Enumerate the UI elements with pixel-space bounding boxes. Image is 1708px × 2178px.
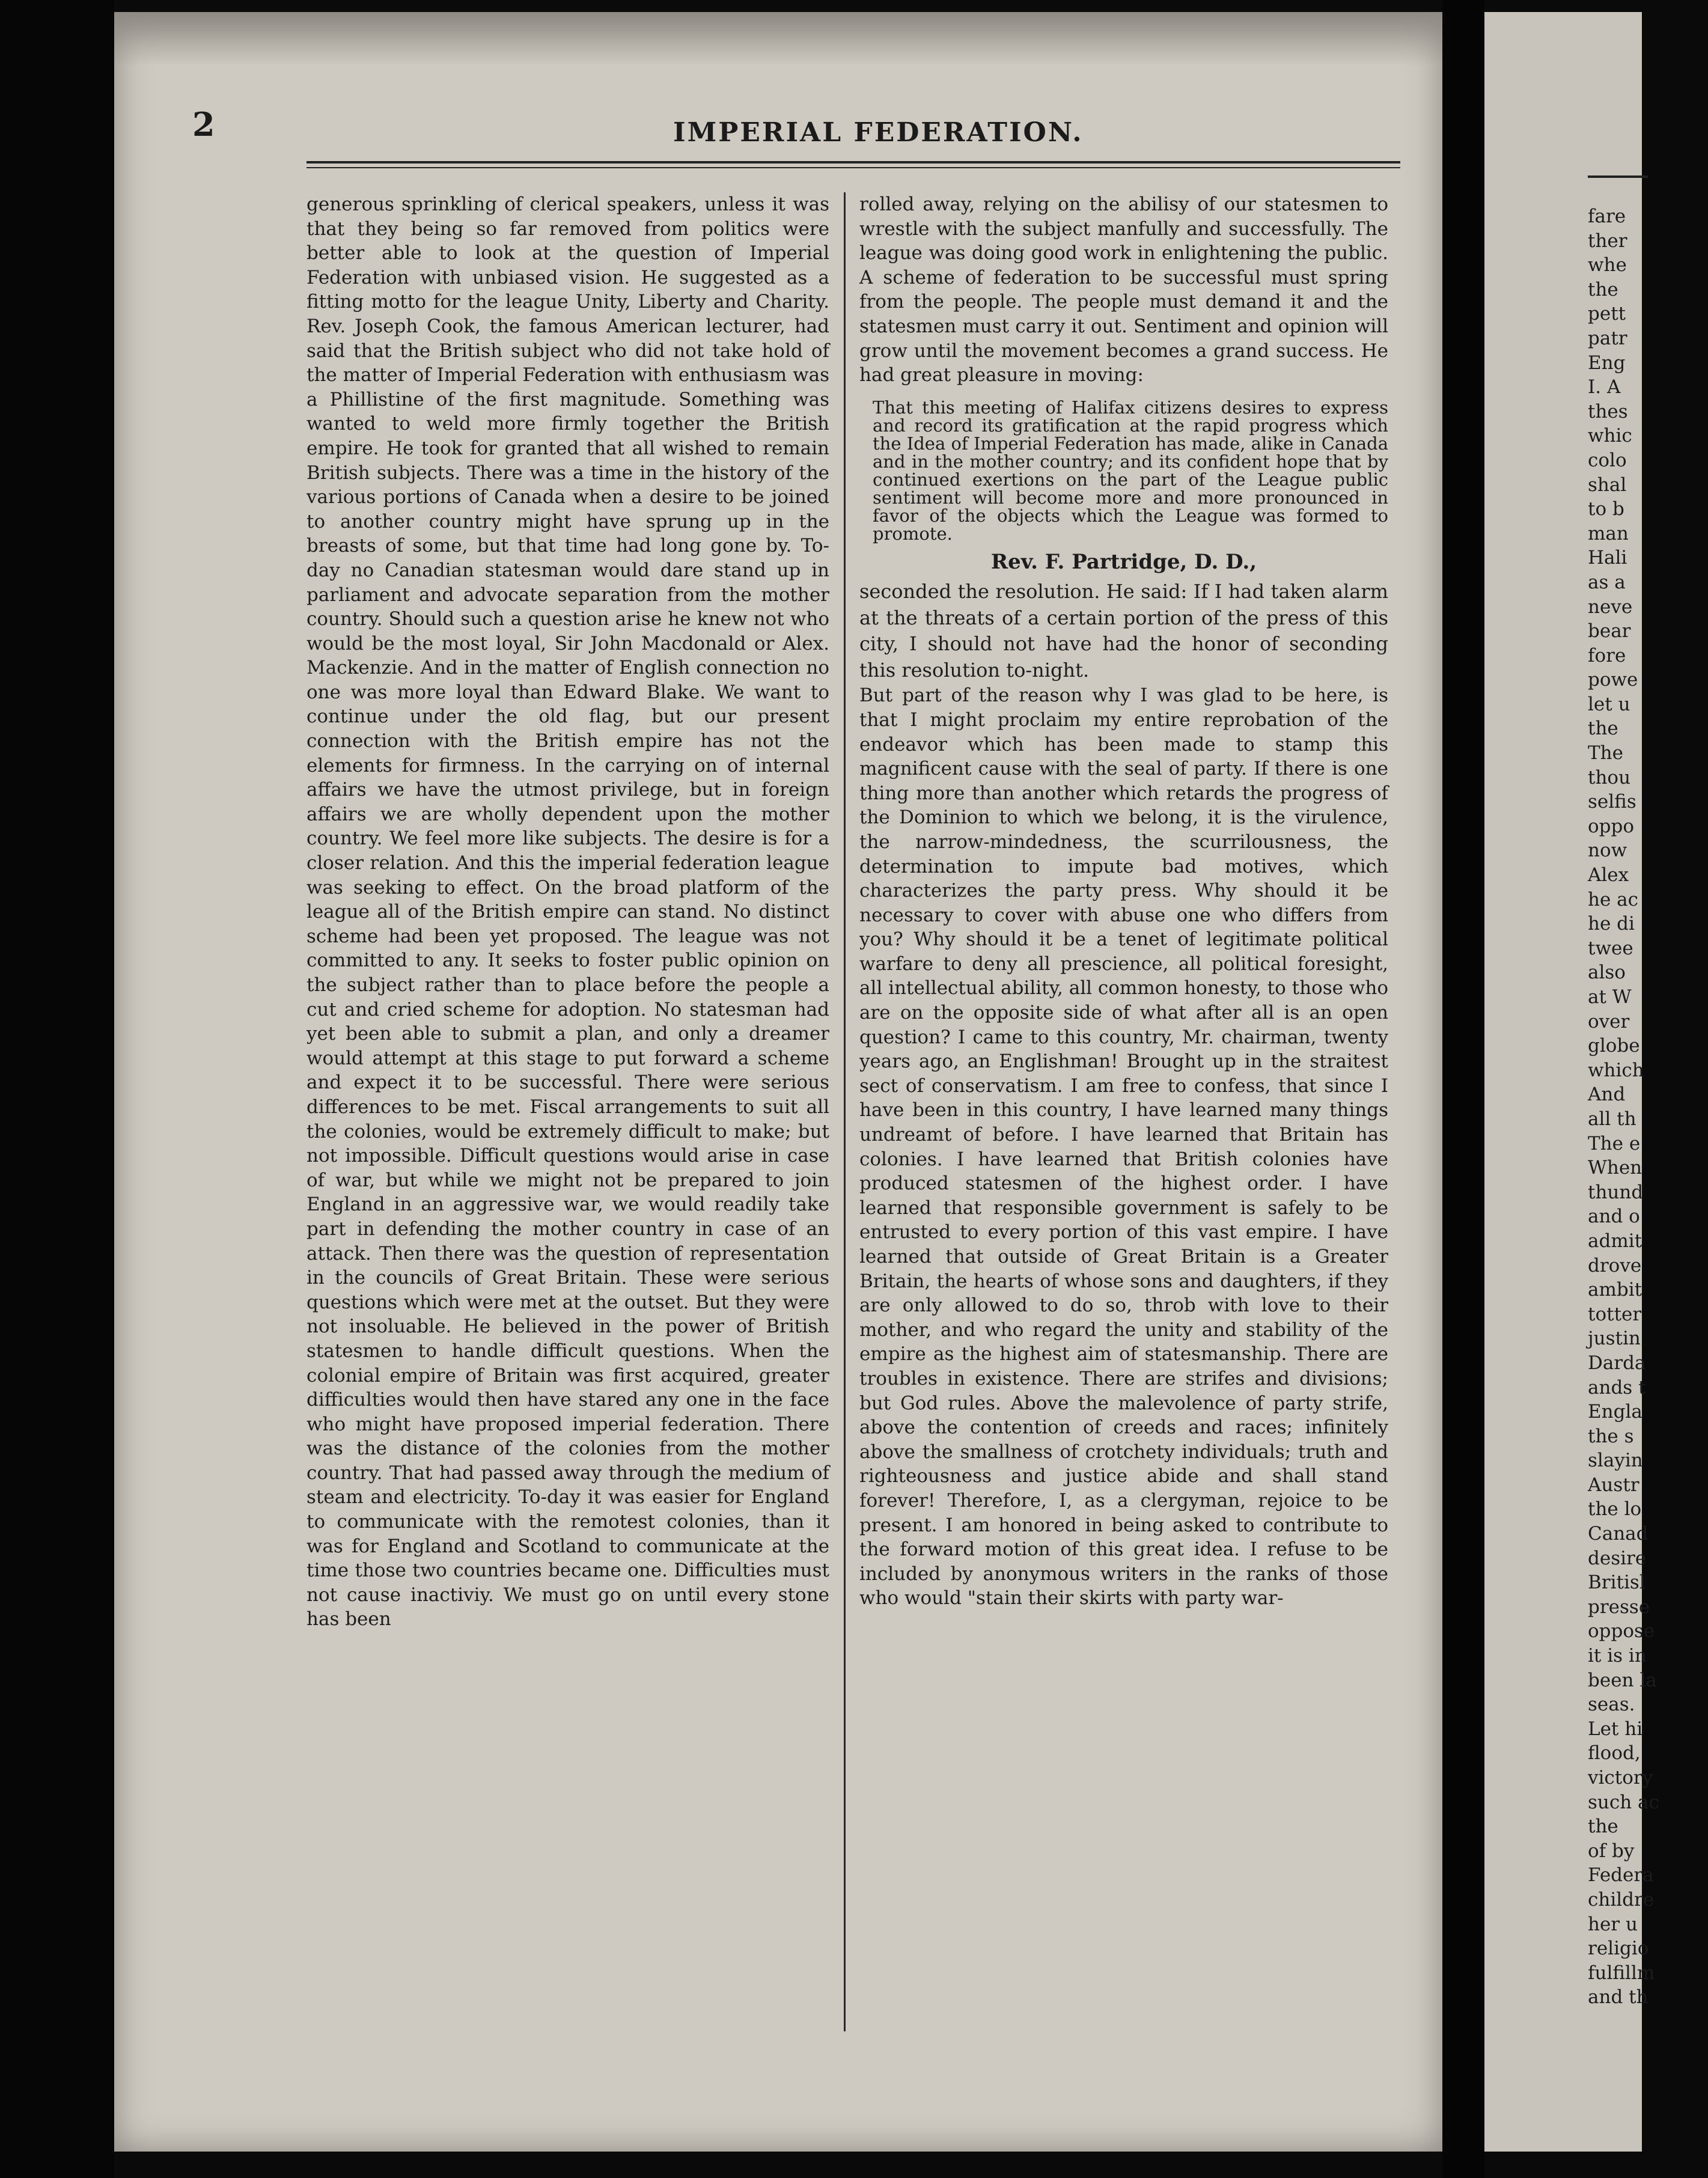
adjacent-page-line: the lo [1588,1498,1642,1521]
adjacent-page-line: man [1588,522,1629,544]
adjacent-page-line: The e [1588,1132,1641,1155]
adjacent-page-line: the [1588,1816,1618,1838]
adjacent-page-line: such ac [1588,1791,1659,1813]
adjacent-page-line: Britisl [1588,1572,1645,1594]
adjacent-page-line: to b [1588,498,1624,520]
adjacent-page-line: the [1588,718,1618,740]
adjacent-page-rule [1588,175,1648,178]
adjacent-page-line: Austr [1588,1474,1639,1496]
adjacent-page-line: fare [1588,206,1626,227]
adjacent-page-fragment [1484,12,1659,2152]
adjacent-page-line: been la [1588,1669,1657,1691]
adjacent-page-line: childre [1588,1888,1655,1911]
adjacent-page-line: over [1588,1010,1630,1033]
adjacent-page-line: totter [1588,1303,1642,1325]
adjacent-page-line: desire [1588,1547,1647,1569]
adjacent-page-line: slayin [1588,1450,1643,1472]
resolution-text: That this meeting of Halifax citizens desires to express and record its gratification at the rapid progress which the Idea of Imperial Federation has made, alike in Canada and in the mother country; and its confident hope that by continued exertions on the part of the League public sentiment will become more and more pronounced in favor of the objects which the League was formed to promote. [873,397,1388,544]
adjacent-page-line: And [1588,1084,1626,1106]
adjacent-page-line: Alex [1588,864,1629,886]
adjacent-page-line: Eng [1588,352,1626,374]
adjacent-page-line: globe [1588,1035,1640,1057]
article-column-2 [859,192,1388,2043]
adjacent-page-line: he di [1588,913,1635,935]
adjacent-page-line: colo [1588,449,1627,471]
adjacent-page-line: admit [1588,1230,1642,1252]
adjacent-page-line: powe [1588,669,1638,691]
adjacent-page-line: it is in [1588,1645,1647,1667]
adjacent-page-line: selfis [1588,791,1636,813]
column-divider [844,192,846,2031]
page-edge-stain [114,12,1442,66]
adjacent-page-line: which [1588,1059,1644,1081]
adjacent-page-line: Hali [1588,547,1627,569]
adjacent-page-line: drove [1588,1254,1642,1277]
header-rule-top [307,161,1400,163]
adjacent-page-line: Darda [1588,1352,1646,1374]
running-head: IMPERIAL FEDERATION. [673,117,1084,148]
adjacent-page-line: Federa [1588,1864,1654,1887]
adjacent-page-line: at W [1588,986,1632,1008]
adjacent-page-line: patr [1588,327,1627,349]
adjacent-page-line: he ac [1588,888,1639,911]
article-column-1 [307,192,829,2043]
adjacent-page-line: seas. [1588,1694,1635,1716]
adjacent-page-line: victory [1588,1767,1653,1789]
adjacent-page-line: whe [1588,254,1627,276]
adjacent-page-line: also [1588,962,1626,984]
adjacent-page-line: Let hi [1588,1718,1643,1740]
binding-gutter [1442,0,1484,2178]
adjacent-page-line: When [1588,1157,1642,1179]
adjacent-page-line: and th [1588,1986,1649,2009]
speaker-heading: Rev. F. Partridge, D. D., [990,549,1257,574]
adjacent-page-line: justin [1588,1328,1641,1350]
adjacent-page-line: pett [1588,303,1626,325]
adjacent-page-line: of by [1588,1840,1635,1862]
adjacent-page-line: bear [1588,620,1631,642]
adjacent-page-line: the [1588,278,1618,300]
adjacent-page-line: thou [1588,766,1631,789]
adjacent-page-line: ambit [1588,1279,1642,1301]
adjacent-page-line: flood, [1588,1742,1641,1765]
adjacent-page-line: and o [1588,1206,1640,1228]
adjacent-page-line: religio [1588,1938,1649,1960]
adjacent-page-line: neve [1588,596,1633,618]
adjacent-page-line: let u [1588,693,1630,715]
column-1-text: generous sprinkling of clerical speakers, unless it was that they being so far removed from politics were better able to look at the question of Imperial Federation with unbiased vision. He suggested as a fitting motto for the league Unity, Liberty and Charity. Rev. Joseph Cook, the famous American lecturer, had said that the British subject who did not take hold of the matter of Imperial Federation with enthusiasm was a Phillistine of the first magnitude. Something was wanted to weld more firmly together the British empire. He took for granted that all wished to remain British subjects. There was a time in the history of the various portions of Canada when a desire to be joined to another country might have sprung up in the breasts of some, but that time had long gone by. To-day no Canadian statesman would dare stand up in parliament and advocate separation from the mother country. Should such a question arise he knew not who would be the most loyal, Sir John Macdonald or Alex. Mackenzie. And in the matter of English connection no one was more loyal than Edward Blake. We want to continue under the old flag, but our present connection with the British empire has not the elements for firmness. In the carrying on of internal affairs we have the utmost privilege, but in foreign affairs we are wholly dependent upon the mother country. We feel more like subjects. The desire is for a closer relation. And this the imperial federation league was seeking to effect. On the broad platform of the league all of the British empire can stand. No distinct scheme had been yet proposed. The league was not committed to any. It seeks to foster public opinion on the subject rather than to place before the people a cut and cried scheme for adoption. No statesman had yet been able to submit a plan, and only a dreamer would attempt at this stage to put forward a scheme and expect it to be successful. There were serious differences to be met. Fiscal arrangements to suit all the colonies, would be extremely difficult to make; but not impossible. Difficult questions would arise in case of war, but while we might not be prepared to join England in an aggressive war, we would readily take part in defending the mother country in case of an attack. Then there was the question of representation in the councils of Great Britain. These were serious questions which were met at the outset. But they were not insoluable. He believed in the power of British statesmen to handle difficult questions. When the colonial empire of Britain was first acquired, greater difficulties would then have stared any one in the face who might have proposed imperial federation. There was the distance of the colonies from the mother country. That had passed away through the medium of steam and electricity. To-day it was easier for England to communicate with the remotest colonies, than it was for England and Scotland to communicate at the time those two countries became one. Difficulties must not cause inactiviy. We must go on until every stone has been [307,194,829,1630]
adjacent-page-line: presse [1588,1596,1650,1618]
adjacent-page-line: thund [1588,1181,1644,1203]
adjacent-page-column [1588,204,1708,2010]
adjacent-page-line: her u [1588,1913,1638,1935]
adjacent-page-line: thes [1588,400,1628,422]
adjacent-page-line: Canad [1588,1523,1649,1545]
header-rule-bottom [307,167,1400,168]
adjacent-page-line: fore [1588,644,1626,667]
adjacent-page-line: twee [1588,937,1633,959]
adjacent-page-line: as a [1588,571,1626,593]
adjacent-page-line: The [1588,742,1623,764]
page-number: 2 [192,105,215,144]
adjacent-page-line: whic [1588,425,1632,447]
speech-opening: seconded the resolution. He said: If I had taken alarm at the threats of a certain portion of the press of this city, I should not have had the honor of seconding this resolution to-night. [859,580,1388,682]
column-2-intro: rolled away, relying on the abilisy of our statesmen to wrestle with the subject manfully and successfully. The league was doing good work in enlightening the public. A scheme of federation to be successful must spring from the people. The people must demand it and the statesmen must carry it out. Sentiment and opinion will grow until the movement becomes a grand success. He had great pleasure in moving: [859,194,1388,386]
adjacent-page-line: ther [1588,230,1627,252]
adjacent-page-line: Engla [1588,1401,1642,1423]
adjacent-page-line: all th [1588,1108,1636,1130]
adjacent-page-line: oppose [1588,1620,1655,1643]
adjacent-page-line: oppo [1588,815,1635,837]
adjacent-page-line: I. A [1588,376,1621,398]
adjacent-page-line: the s [1588,1425,1634,1447]
adjacent-page-line: ands t [1588,1376,1646,1399]
scan-black-margin [0,0,114,2178]
speech-body: But part of the reason why I was glad to be here, is that I might proclaim my entire reprobation of the endeavor which has been made to stamp this magnificent cause with the seal of party. If there is one thing more than another which retards the progress of the Dominion to which we belong, it is the virulence, the narrow-mindedness, the scurrilousness, the determination to impute bad motives, which characterizes the party press. Why should it be necessary to cover with abuse one who differs from you? Why should it be a tenet of legitimate political warfare to deny all prescience, all political foresight, all intellectual ability, all common honesty, to those who are on the opposite side of what after all is an open question? I came to this country, Mr. chairman, twenty years ago, an Englishman! Brought up in the straitest sect of conservatism. I am free to confess, that since I have been in this country, I have learned many things undreamt of before. I have learned that Britain has colonies. I have learned that British colonies have produced statesmen of the highest order. I have learned that responsible government is safely to be entrusted to every portion of this vast empire. I have learned that outside of Great Britain is a Greater Britain, the hearts of whose sons and daughters, if they are only allowed to do so, throb with love to their mother, and who regard the unity and stability of the empire as the highest aim of statesmanship. There are troubles in existence. There are strifes and divisions; but God rules. Above the malevolence of party strife, above the contention of creeds and races; infinitely above the smallness of crotchety individuals; truth and righteousness and justice abide and shall stand forever! Therefore, I, as a clergyman, rejoice to be present. I am honored in being asked to contribute to the forward motion of this great idea. I refuse to be included by anonymous writers in the ranks of those who would "stain their skirts with party war- [859,685,1388,1609]
adjacent-page-line: shal [1588,474,1627,496]
adjacent-page-line: fulfillm [1588,1962,1655,1984]
adjacent-page-line: now [1588,840,1627,862]
